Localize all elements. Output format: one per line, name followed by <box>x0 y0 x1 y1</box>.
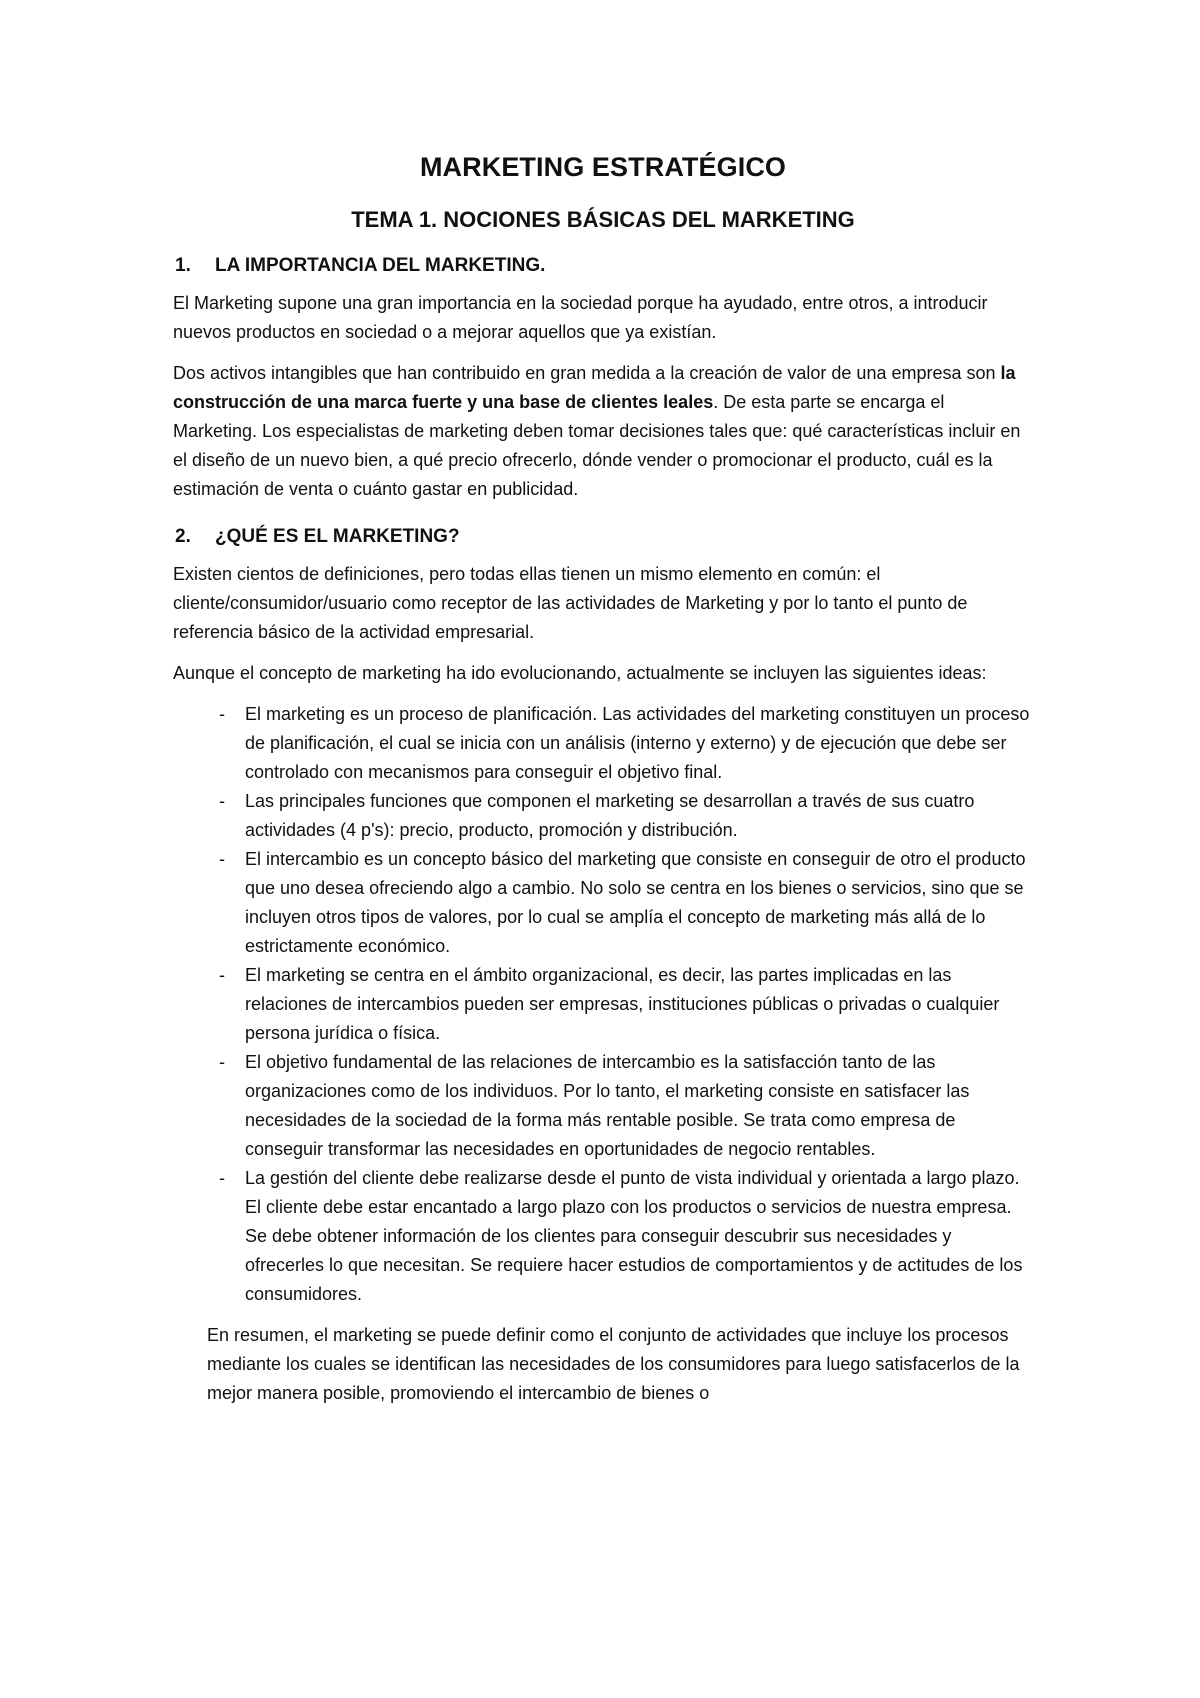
list-item <box>173 1164 1033 1309</box>
paragraph-2-end: . De esta parte se encarga el Marketing. Los especialistas de marketing deben tomar decisiones tales que: qué características incluir en el diseño de un nuevo bien, a qué precio ofrecerlo, dónde vender o promocionar el producto, cuál es la estimación de venta o cuánto gastar en publicidad. <box>173 392 1021 499</box>
list-bullet: - <box>219 849 225 869</box>
section-2-number: 2. <box>175 526 191 547</box>
list-item-text: El marketing es un proceso de planificación. Las actividades del marketing constituyen un proceso de planificación, el cual se inicia con un análisis (interno y externo) y de ejecución que debe ser controlado con mecanismos para conseguir el objetivo final. <box>245 704 1030 782</box>
list-bullet: - <box>219 1168 225 1188</box>
list-bullet: - <box>219 1052 225 1072</box>
list-bullet: - <box>219 965 225 985</box>
list-item-text: La gestión del cliente debe realizarse desde el punto de vista individual y orientada a largo plazo. El cliente debe estar encantado a largo plazo con los productos o servicios de nuestra empresa. Se debe obtener información de los clientes para conseguir descubrir sus necesidades y ofrecerles lo que necesitan. Se requiere hacer estudios de comportamientos y de actitudes de los consumidores. <box>245 1168 1023 1304</box>
document-subtitle: TEMA 1. NOCIONES BÁSICAS DEL MARKETING <box>351 207 855 232</box>
section-1-title: LA IMPORTANCIA DEL MARKETING. <box>215 255 546 276</box>
section-1-heading <box>173 255 1033 277</box>
list-item <box>173 1048 1033 1164</box>
list-item <box>173 845 1033 961</box>
list-item-text: El intercambio es un concepto básico del marketing que consiste en conseguir de otro el producto que uno desea ofreciendo algo a cambio. No solo se centra en los bienes o servicios, sino que se incluyen otros tipos de valores, por lo cual se amplía el concepto de marketing más allá de lo estrictamente económico. <box>245 849 1026 956</box>
document-title: MARKETING ESTRATÉGICO <box>419 152 787 182</box>
document-page <box>173 140 1033 1420</box>
summary-paragraph: En resumen, el marketing se puede definir como el conjunto de actividades que incluye los procesos mediante los cuales se identifican las necesidades de los consumidores para luego satisfacerlos de la mejor manera posible, promoviendo el intercambio de bienes o <box>207 1325 1020 1403</box>
section-1-paragraph-2 <box>173 359 1033 504</box>
list-item-text: Las principales funciones que componen el marketing se desarrollan a través de sus cuatro actividades (4 p's): precio, producto, promoción y distribución. <box>245 791 975 840</box>
list-item-text: El objetivo fundamental de las relaciones de intercambio es la satisfacción tanto de las organizaciones como de los individuos. Por lo tanto, el marketing consiste en satisfacer las necesidades de la sociedad de la forma más rentable posible. Se trata como empresa de conseguir transformar las necesidades en oportunidades de negocio rentables. <box>245 1052 970 1159</box>
section-2-heading <box>173 526 1033 548</box>
list-bullet: - <box>219 704 225 724</box>
paragraph-2-start: Dos activos intangibles que han contribuido en gran medida a la creación de valor de una empresa son <box>173 363 1001 383</box>
section-2-paragraph-2: Aunque el concepto de marketing ha ido evolucionando, actualmente se incluyen las siguientes ideas: <box>173 663 987 683</box>
section-2-paragraph-1: Existen cientos de definiciones, pero todas ellas tienen un mismo elemento en común: el cliente/consumidor/usuario como receptor de las actividades de Marketing y por lo tanto el punto de referencia básico de la actividad empresarial. <box>173 564 968 642</box>
section-2-title: ¿QUÉ ES EL MARKETING? <box>215 526 460 547</box>
list-bullet: - <box>219 791 225 811</box>
list-item <box>173 961 1033 1048</box>
section-1-paragraph-1: El Marketing supone una gran importancia en la sociedad porque ha ayudado, entre otros, a introducir nuevos productos en sociedad o a mejorar aquellos que ya existían. <box>173 293 988 342</box>
list-item-text: El marketing se centra en el ámbito organizacional, es decir, las partes implicadas en las relaciones de intercambios pueden ser empresas, instituciones públicas o privadas o cualquier persona jurídica o física. <box>245 965 1000 1043</box>
list-item <box>173 700 1033 787</box>
list-item <box>173 787 1033 845</box>
paragraph-2-bold: la construcción de una marca fuerte y una base de clientes leales <box>173 363 1016 412</box>
ideas-list <box>173 700 1033 1309</box>
section-1-number: 1. <box>175 255 191 276</box>
